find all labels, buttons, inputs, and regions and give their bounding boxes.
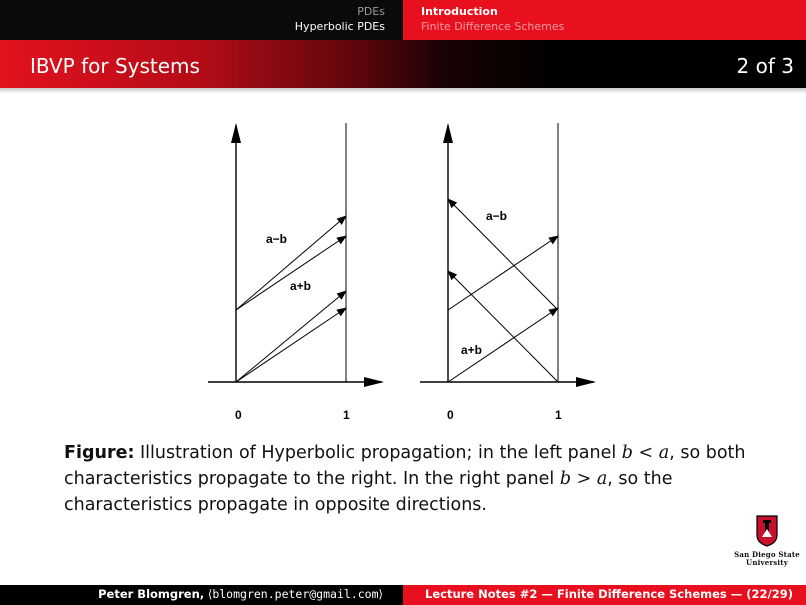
title-shadow xyxy=(0,88,806,94)
right-tick-1: 1 xyxy=(555,408,562,422)
right-label-a-plus-b: a+b xyxy=(461,343,483,357)
frame-page-indicator: 2 of 3 xyxy=(736,54,794,78)
left-y-arrow xyxy=(231,123,241,143)
footer-email-open: ⟨ xyxy=(207,587,213,601)
footer-lecture-info: Lecture Notes #2 — Finite Difference Schemes — (22/29) xyxy=(425,587,793,601)
caption-inequality-1: b < a xyxy=(621,443,670,463)
logo-line-2: University xyxy=(746,558,788,567)
footer-right xyxy=(403,585,806,605)
left-char-4 xyxy=(236,308,346,382)
propagation-figure xyxy=(190,115,620,435)
nav-section-right xyxy=(403,0,806,40)
footer-author xyxy=(98,587,383,601)
footer-email-close: ⟩ xyxy=(378,587,383,601)
sdsu-emblem-icon xyxy=(755,515,779,547)
nav-link-pdes[interactable]: PDEs xyxy=(357,5,385,18)
right-panel xyxy=(420,123,596,422)
footer-left xyxy=(0,585,403,605)
left-char-3 xyxy=(236,291,346,382)
right-y-arrow xyxy=(443,123,453,143)
nav-link-hyperbolic-pdes[interactable]: Hyperbolic PDEs xyxy=(294,20,385,33)
frame-title: IBVP for Systems xyxy=(30,54,200,78)
footer-email: blomgren.peter@gmail.com xyxy=(212,587,379,601)
footer-bar xyxy=(0,585,806,605)
sdsu-logo xyxy=(732,515,802,575)
caption-inequality-2: b > a xyxy=(559,469,608,489)
caption-text-2: , so both characteristics propagate to the right. In the right panel xyxy=(64,443,746,489)
frame-title-bar xyxy=(0,40,806,88)
nav-link-finite-difference-schemes[interactable]: Finite Difference Schemes xyxy=(421,20,565,33)
left-tick-1: 1 xyxy=(343,408,350,422)
nav-section-left xyxy=(0,0,403,40)
left-label-a-plus-b: a+b xyxy=(290,279,312,293)
caption-text-3: , so the characteristics propagate in opposite directions. xyxy=(64,469,673,515)
right-char-left-2 xyxy=(448,271,558,382)
top-navigation xyxy=(0,0,806,40)
left-panel xyxy=(208,123,384,422)
figure-caption xyxy=(64,440,754,518)
right-label-a-minus-b: a−b xyxy=(486,209,508,223)
caption-text-1: Illustration of Hyperbolic propagation; in the left panel xyxy=(134,443,622,463)
left-char-2 xyxy=(236,236,346,310)
right-char-up-1 xyxy=(448,236,558,310)
logo-line-1: San Diego State xyxy=(734,550,800,559)
nav-link-introduction[interactable]: Introduction xyxy=(421,5,498,18)
left-label-a-minus-b: a−b xyxy=(266,232,288,246)
left-tick-0: 0 xyxy=(235,408,242,422)
right-x-arrow xyxy=(576,377,596,387)
footer-author-name: Peter Blomgren, xyxy=(98,587,205,601)
right-tick-0: 0 xyxy=(447,408,454,422)
caption-label: Figure: xyxy=(64,443,135,463)
left-x-arrow xyxy=(364,377,384,387)
left-char-1 xyxy=(236,216,346,310)
